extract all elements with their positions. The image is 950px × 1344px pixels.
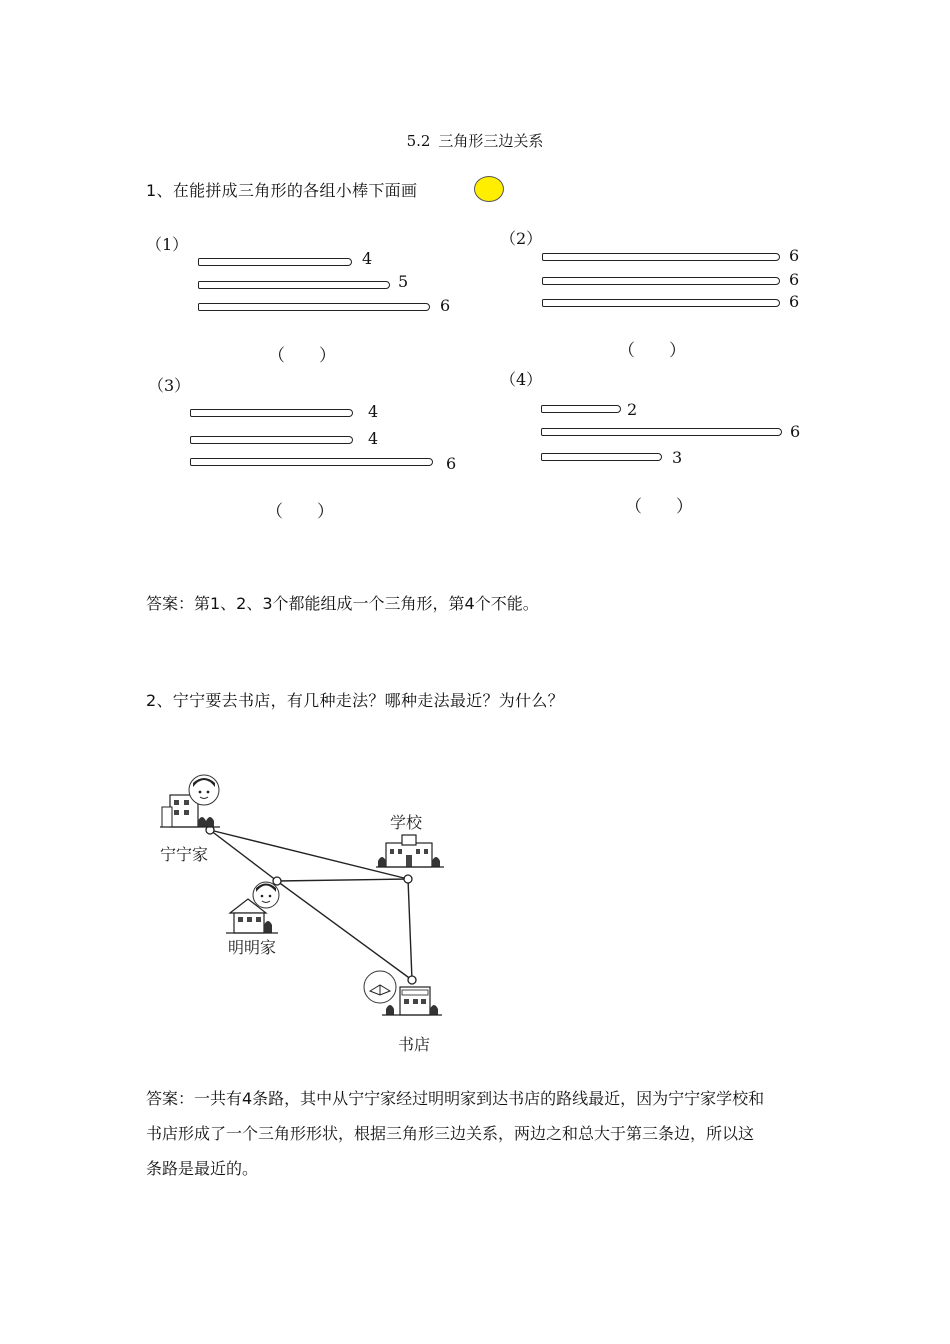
stick (541, 453, 662, 461)
stick (542, 253, 780, 261)
route-mingming-school (277, 879, 408, 881)
stick-length: 2 (627, 400, 638, 419)
stick (190, 409, 353, 417)
answer-parens: （ ） (625, 497, 693, 517)
stick (198, 258, 352, 266)
ningning-home-icon (160, 775, 220, 827)
mingming-home-icon (226, 882, 279, 933)
answer-parens: （ ） (266, 502, 334, 522)
label-bookstore: 书店 (398, 1035, 431, 1054)
stick (190, 458, 433, 466)
stick-length: 3 (672, 448, 683, 467)
q2-answer (146, 1081, 826, 1186)
answer-parens: （ ） (268, 346, 336, 366)
stick-length: 4 (362, 249, 373, 268)
q2-answer-line: 条路是最近的。 (146, 1159, 259, 1178)
stick (542, 277, 780, 285)
bookstore-icon (364, 971, 442, 1015)
stick-length: 5 (398, 272, 409, 291)
route-map (150, 765, 470, 1065)
q2-answer-line: 书店形成了一个三角形形状，根据三角形三边关系，两边之和总大于第三条边，所以这 (146, 1124, 755, 1143)
stick-length: 4 (368, 402, 379, 421)
q2-text: 2、宁宁要去书店，有几种走法？哪种走法最近？为什么？ (146, 691, 564, 710)
stick-length: 6 (440, 296, 451, 315)
route-mingming-bookstore (277, 881, 412, 980)
page-title (0, 130, 950, 151)
label-school: 学校 (390, 813, 423, 832)
group-4-label: （4） (500, 370, 543, 389)
q1-answer: 答案：第1、2、3个都能组成一个三角形，第4个不能。 (146, 594, 539, 613)
group-3-label: （3） (148, 376, 191, 395)
route-home-school (210, 830, 408, 879)
section-title: 三角形三边关系 (438, 132, 544, 150)
school-icon (376, 835, 444, 867)
stick-length: 6 (789, 270, 800, 289)
stick-length: 6 (789, 246, 800, 265)
q1-text: 1、在能拼成三角形的各组小棒下面画 (146, 181, 418, 200)
group-1-label: （1） (146, 235, 189, 254)
stick-length: 4 (368, 429, 379, 448)
answer-parens: （ ） (618, 341, 686, 361)
stick (541, 428, 782, 436)
q2-answer-line: 答案：一共有4条路，其中从宁宁家经过明明家到达书店的路线最近，因为宁宁家学校和 (146, 1089, 765, 1108)
label-mingming-home: 明明家 (228, 938, 277, 957)
stick (542, 299, 780, 307)
group-2-label: （2） (500, 229, 543, 248)
section-number: 5.2 (406, 132, 431, 150)
stick-length: 6 (446, 454, 457, 473)
stick (190, 436, 353, 444)
yellow-circle-icon (474, 176, 504, 202)
stick (198, 281, 390, 289)
stick-length: 6 (790, 422, 801, 441)
route-school-bookstore (408, 879, 412, 980)
stick-length: 6 (789, 292, 800, 311)
label-ningning-home: 宁宁家 (160, 845, 209, 864)
stick (198, 303, 430, 311)
stick (541, 405, 621, 413)
